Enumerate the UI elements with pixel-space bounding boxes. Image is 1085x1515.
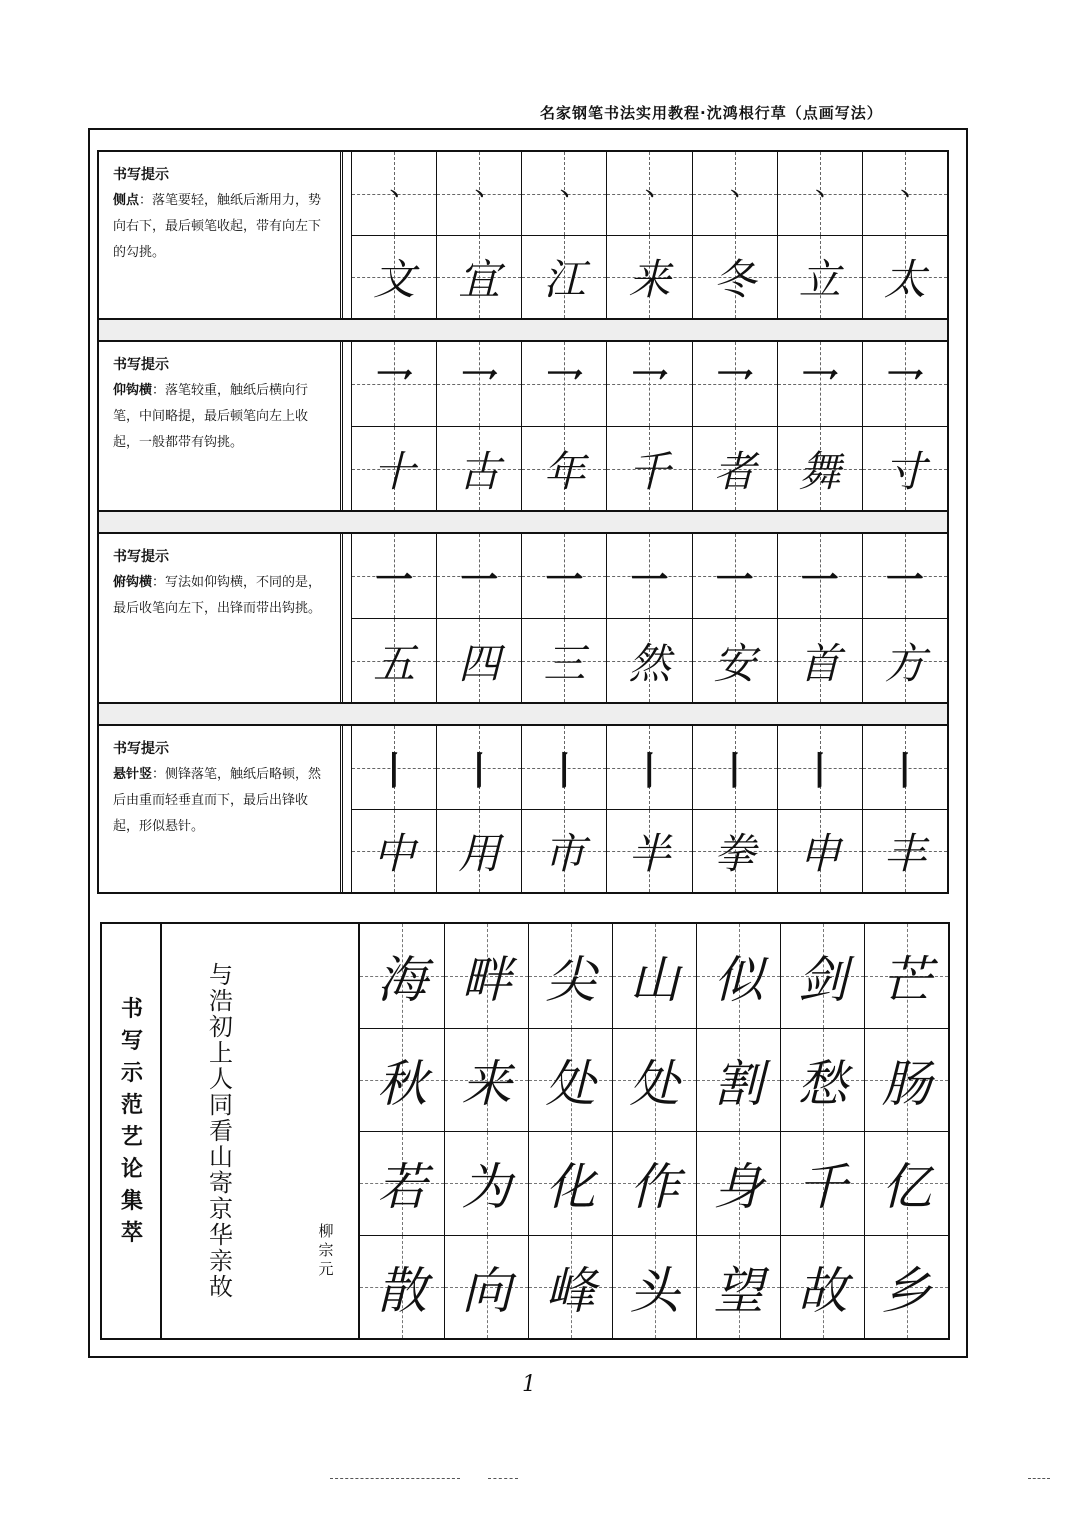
stroke-cell: 丨 xyxy=(777,726,862,809)
demo-char-cell: 肠 xyxy=(864,1028,948,1132)
demo-char-cell: 乡 xyxy=(864,1235,948,1339)
stroke-cell: 一 xyxy=(351,534,436,618)
demo-char-cell: 为 xyxy=(444,1131,528,1235)
stroke-cell: 一 xyxy=(862,534,947,618)
demo-char-cell: 若 xyxy=(360,1131,444,1235)
tip-description: 俯钩横：写法如仰钩横，不同的是，最后收笔向左下，出锋而带出钩挑。 xyxy=(113,575,322,616)
example-char-cell: 立 xyxy=(777,235,862,318)
stroke-cell: 一 xyxy=(436,534,521,618)
stroke-cell: 一 xyxy=(521,534,606,618)
poem-author: 柳宗元 xyxy=(318,1222,334,1278)
demo-char-cell: 来 xyxy=(444,1028,528,1132)
stroke-section-suspended-needle-vertical xyxy=(97,724,949,894)
footer-scan-line xyxy=(488,1478,518,1479)
tip-term: 俯钩横 xyxy=(113,575,153,590)
demo-char-cell: 愁 xyxy=(780,1028,864,1132)
page-number: 1 xyxy=(522,1372,536,1397)
example-char-cell: 三 xyxy=(521,618,606,702)
demo-char-cell: 散 xyxy=(360,1235,444,1339)
demo-char-cell: 芒 xyxy=(864,924,948,1028)
tip-title: 书写提示 xyxy=(113,357,169,373)
example-char-cell: 舞 xyxy=(777,426,862,510)
example-char-cell: 市 xyxy=(521,809,606,892)
demo-char-cell: 头 xyxy=(612,1235,696,1339)
example-char-cell: 用 xyxy=(436,809,521,892)
practice-grid xyxy=(351,726,947,892)
stroke-cell: 丨 xyxy=(436,726,521,809)
stroke-cell: 丶 xyxy=(436,152,521,235)
demo-char-cell: 割 xyxy=(696,1028,780,1132)
tip-term: 悬针竖 xyxy=(113,767,153,782)
demo-char-cell: 身 xyxy=(696,1131,780,1235)
example-char-cell: 然 xyxy=(606,618,691,702)
stroke-cell: 丶 xyxy=(862,152,947,235)
page-header: 名家钢笔书法实用教程·沈鸿根行草（点画写法） xyxy=(540,104,883,122)
stroke-cell: 丨 xyxy=(606,726,691,809)
section-divider xyxy=(97,704,949,724)
demo-char-cell: 似 xyxy=(696,924,780,1028)
demo-char-cell: 千 xyxy=(780,1131,864,1235)
example-char-cell: 中 xyxy=(351,809,436,892)
example-char-cell: 江 xyxy=(521,235,606,318)
tip-title: 书写提示 xyxy=(113,549,169,565)
stroke-cell: 丶 xyxy=(606,152,691,235)
example-char-cell: 首 xyxy=(777,618,862,702)
demo-char-cell: 望 xyxy=(696,1235,780,1339)
stroke-cell: 丨 xyxy=(692,726,777,809)
stroke-cell: 丶 xyxy=(777,152,862,235)
demo-char-cell: 山 xyxy=(612,924,696,1028)
stroke-section-falling-hook-horizontal xyxy=(97,532,949,704)
tip-description: 悬针竖：侧锋落笔，触纸后略顿，然后由重而轻垂直而下，最后出锋收起，形似悬针。 xyxy=(113,767,322,834)
demo-char-cell: 海 xyxy=(360,924,444,1028)
demo-char-cell: 处 xyxy=(528,1028,612,1132)
demo-char-cell: 作 xyxy=(612,1131,696,1235)
example-char-cell: 寸 xyxy=(862,426,947,510)
stroke-cell: 乛 xyxy=(436,342,521,426)
section-divider xyxy=(97,320,949,340)
section-divider xyxy=(97,512,949,532)
tip-title: 书写提示 xyxy=(113,741,169,757)
demo-char-cell: 剑 xyxy=(780,924,864,1028)
tip-term: 侧点 xyxy=(113,193,140,208)
example-char-cell: 文 xyxy=(351,235,436,318)
example-char-cell: 者 xyxy=(692,426,777,510)
stroke-cell: 丶 xyxy=(692,152,777,235)
example-char-cell: 十 xyxy=(351,426,436,510)
example-char-cell: 方 xyxy=(862,618,947,702)
example-char-cell: 四 xyxy=(436,618,521,702)
stroke-cell: 一 xyxy=(777,534,862,618)
footer-scan-line xyxy=(1028,1478,1050,1479)
stroke-cell: 乛 xyxy=(606,342,691,426)
demo-char-cell: 处 xyxy=(612,1028,696,1132)
stroke-cell: 丶 xyxy=(351,152,436,235)
tip-term: 仰钩横 xyxy=(113,383,153,398)
demo-char-cell: 向 xyxy=(444,1235,528,1339)
tip-description: 侧点：落笔要轻，触纸后渐用力，势向右下，最后顿笔收起，带有向左下的勾挑。 xyxy=(113,193,322,260)
example-char-cell: 太 xyxy=(862,235,947,318)
demo-label: 书写示范 艺论集萃 xyxy=(120,997,143,1246)
stroke-section-side-dot xyxy=(97,150,949,320)
stroke-cell: 丨 xyxy=(862,726,947,809)
example-char-cell: 古 xyxy=(436,426,521,510)
demo-char-cell: 尖 xyxy=(528,924,612,1028)
example-char-cell: 五 xyxy=(351,618,436,702)
footer-scan-line xyxy=(330,1478,460,1479)
demo-char-cell: 畔 xyxy=(444,924,528,1028)
stroke-cell: 乛 xyxy=(351,342,436,426)
demo-char-cell: 故 xyxy=(780,1235,864,1339)
writing-tip xyxy=(99,726,343,892)
stroke-cell: 乛 xyxy=(692,342,777,426)
stroke-cell: 乛 xyxy=(862,342,947,426)
demo-char-cell: 峰 xyxy=(528,1235,612,1339)
stroke-cell: 一 xyxy=(692,534,777,618)
example-char-cell: 丰 xyxy=(862,809,947,892)
tip-title: 书写提示 xyxy=(113,167,169,183)
demo-label-column xyxy=(102,924,162,1338)
demo-char-cell: 化 xyxy=(528,1131,612,1235)
example-char-cell: 千 xyxy=(606,426,691,510)
stroke-cell: 丨 xyxy=(351,726,436,809)
stroke-cell: 乛 xyxy=(521,342,606,426)
example-char-cell: 来 xyxy=(606,235,691,318)
example-char-cell: 申 xyxy=(777,809,862,892)
practice-grid xyxy=(351,534,947,702)
example-char-cell: 拳 xyxy=(692,809,777,892)
tip-description: 仰钩横：落笔较重，触纸后横向行笔，中间略提，最后顿笔向左上收起，一般都带有钩挑。 xyxy=(113,383,309,450)
writing-tip xyxy=(99,342,343,510)
stroke-section-rising-hook-horizontal xyxy=(97,340,949,512)
writing-tip xyxy=(99,152,343,318)
example-char-cell: 半 xyxy=(606,809,691,892)
writing-tip xyxy=(99,534,343,702)
example-char-cell: 年 xyxy=(521,426,606,510)
stroke-cell: 丨 xyxy=(521,726,606,809)
poem-title-column xyxy=(162,924,360,1338)
practice-grid xyxy=(351,152,947,318)
example-char-cell: 安 xyxy=(692,618,777,702)
stroke-cell: 一 xyxy=(606,534,691,618)
writing-demo-section xyxy=(100,922,950,1340)
demo-char-cell: 亿 xyxy=(864,1131,948,1235)
example-char-cell: 冬 xyxy=(692,235,777,318)
practice-grid xyxy=(351,342,947,510)
stroke-cell: 乛 xyxy=(777,342,862,426)
poem-title: 与浩初上人同看山寄京华亲故 xyxy=(209,961,233,1301)
demo-char-cell: 秋 xyxy=(360,1028,444,1132)
demo-char-grid xyxy=(360,924,948,1338)
stroke-cell: 丶 xyxy=(521,152,606,235)
example-char-cell: 宜 xyxy=(436,235,521,318)
